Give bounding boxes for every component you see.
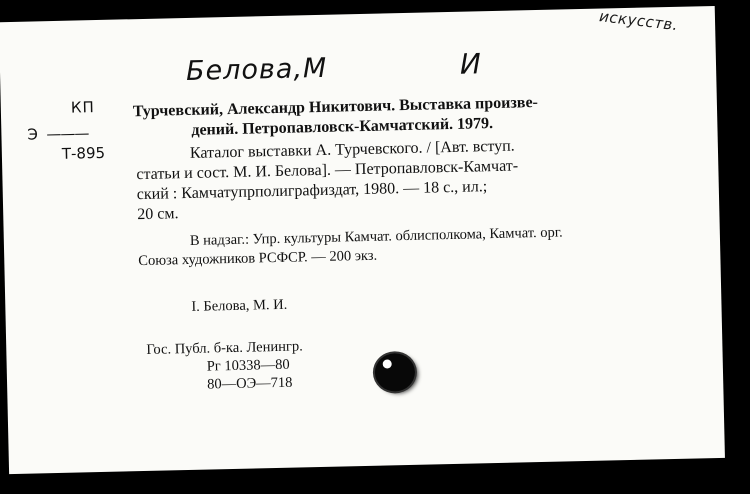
shelf-mark-dash: ———	[46, 124, 89, 144]
handwritten-initial: И	[459, 47, 482, 81]
entry-tracing: I. Белова, М. И.	[191, 296, 288, 315]
entry-body-line-2: статьи и сост. М. И. Белова]. — Петропавловск-Камчат-	[136, 157, 519, 184]
library-line-1: Гос. Публ. б-ка. Ленингр.	[146, 338, 303, 358]
entry-body-line-1: Каталог выставки А. Турчевского. / [Авт. вступ.	[189, 137, 515, 162]
card-punch-hole	[374, 353, 415, 392]
entry-note-line-2: Союза художников РСФСР. — 200 экз.	[138, 247, 378, 270]
entry-note-line-1: В надзаг.: Упр. культуры Камчат. облисполкома, Камчат. орг.	[189, 224, 563, 249]
shelf-mark-e: Э	[27, 125, 39, 144]
catalog-card	[0, 6, 725, 474]
shelf-mark-kp: КП	[70, 98, 95, 117]
library-line-3: 80—ОЭ—718	[206, 374, 293, 393]
corner-handwritten-note: искусств.	[598, 7, 680, 35]
library-line-2: Рг 10338—80	[206, 356, 290, 375]
entry-body-line-3: ский : Камчатупрполиграфиздат, 1980. — 18 с., ил.;	[136, 178, 488, 204]
entry-heading-line-2: дений. Петропавловск-Камчатский. 1979.	[191, 115, 494, 139]
entry-heading-line-1: Турчевский, Александр Никитович. Выставка произве-	[132, 94, 539, 121]
shelf-mark-number: Т-895	[61, 143, 106, 163]
entry-body-line-4: 20 см.	[137, 205, 179, 224]
handwritten-author-name: Белова,М	[185, 52, 328, 87]
